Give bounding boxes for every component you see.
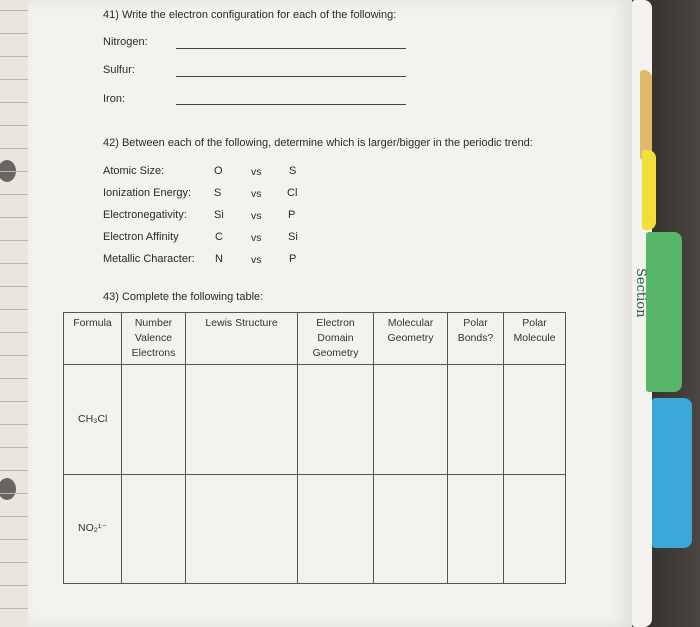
binder-ruling-line <box>0 102 30 103</box>
answer-cell[interactable] <box>374 474 448 584</box>
q41-title: 41) Write the electron configuration for each of the following: <box>103 9 397 21</box>
header-valence-electrons: Number Valence Electrons <box>122 313 186 365</box>
molecule-table <box>63 312 566 584</box>
header-lewis-structure: Lewis Structure <box>186 313 298 365</box>
binder-ruling-line <box>0 401 30 402</box>
q41-item-nitrogen: Nitrogen: <box>103 36 148 48</box>
trend-label: Electronegativity: <box>103 209 187 221</box>
binder-ruling-line <box>0 171 30 172</box>
binder-ruling-line <box>0 263 30 264</box>
answer-cell[interactable] <box>504 474 566 584</box>
trend-option-a[interactable]: S <box>214 187 222 199</box>
binder-ruling-line <box>0 309 30 310</box>
binder-ruling-line <box>0 125 30 126</box>
q42-title: 42) Between each of the following, determine which is larger/bigger in the periodic trend: <box>103 137 533 149</box>
binder-ruling-line <box>0 516 30 517</box>
binder-ruling-line <box>0 470 30 471</box>
binder-ruling-line <box>0 240 30 241</box>
divider-blue-tab <box>652 398 692 548</box>
answer-line-iron[interactable] <box>176 104 406 105</box>
trend-vs: vs <box>251 166 262 178</box>
header-molecular-geometry: Molecular Geometry <box>374 313 448 365</box>
binder-ruling-line <box>0 10 30 11</box>
divider-green-tab <box>646 232 682 392</box>
binder-ruling-line <box>0 332 30 333</box>
trend-option-b[interactable]: S <box>289 165 297 177</box>
binder-ruling-line <box>0 585 30 586</box>
trend-vs: vs <box>251 188 262 200</box>
binder-ruling-line <box>0 148 30 149</box>
formula-cell: CH₃Cl <box>64 365 122 475</box>
trend-option-a[interactable]: N <box>215 253 223 265</box>
binder-ruling-line <box>0 493 30 494</box>
header-formula: Formula <box>64 313 122 365</box>
binder-ruling-line <box>0 286 30 287</box>
answer-cell[interactable] <box>122 474 186 584</box>
trend-option-a[interactable]: C <box>215 231 223 243</box>
trend-option-a[interactable]: O <box>214 165 223 177</box>
trend-option-b[interactable]: Si <box>288 231 298 243</box>
divider-orange-tab <box>640 70 652 160</box>
table-row <box>64 365 566 475</box>
binder-edge <box>0 0 31 627</box>
trend-label: Ionization Energy: <box>103 187 192 199</box>
trend-option-b[interactable]: P <box>288 209 296 221</box>
trend-label: Electron Affinity <box>103 231 179 243</box>
answer-cell[interactable] <box>374 365 448 475</box>
header-electron-domain-geometry: Electron Domain Geometry <box>298 313 374 365</box>
binder-ruling-line <box>0 378 30 379</box>
answer-cell[interactable] <box>186 365 298 475</box>
trend-label: Atomic Size: <box>103 165 165 177</box>
binder-ruling-line <box>0 608 30 609</box>
answer-line-sulfur[interactable] <box>176 76 406 77</box>
header-polar-molecule: Polar Molecule <box>504 313 566 365</box>
binder-ruling-line <box>0 539 30 540</box>
header-polar-bonds: Polar Bonds? <box>448 313 504 365</box>
binder-ruling-line <box>0 447 30 448</box>
trend-option-a[interactable]: Si <box>214 209 224 221</box>
answer-cell[interactable] <box>504 365 566 475</box>
formula-cell: NO₂¹⁻ <box>64 474 122 584</box>
binder-ruling-line <box>0 562 30 563</box>
trend-vs: vs <box>251 232 262 244</box>
binder-ruling-line <box>0 424 30 425</box>
q41-item-sulfur: Sulfur: <box>103 64 135 76</box>
answer-cell[interactable] <box>122 365 186 475</box>
answer-cell[interactable] <box>298 474 374 584</box>
trend-vs: vs <box>251 254 262 266</box>
answer-cell[interactable] <box>448 365 504 475</box>
table-header-row <box>64 313 566 365</box>
binder-ruling-line <box>0 33 30 34</box>
divider-yellow-tab <box>642 150 656 230</box>
answer-cell[interactable] <box>186 474 298 584</box>
answer-line-nitrogen[interactable] <box>176 48 406 49</box>
binder-ruling-line <box>0 194 30 195</box>
trend-option-b[interactable]: Cl <box>287 187 298 199</box>
divider-tab-label: Section <box>633 268 648 318</box>
binder-ruling-line <box>0 79 30 80</box>
q43-title: 43) Complete the following table: <box>103 291 264 303</box>
binder-ruling-line <box>0 355 30 356</box>
answer-cell[interactable] <box>448 474 504 584</box>
binder-ruling-line <box>0 217 30 218</box>
binder-hole <box>0 478 16 500</box>
q41-item-iron: Iron: <box>103 93 126 105</box>
trend-vs: vs <box>251 210 262 222</box>
table-row <box>64 474 566 584</box>
binder-ruling-line <box>0 56 30 57</box>
trend-label: Metallic Character: <box>103 253 195 265</box>
trend-option-b[interactable]: P <box>289 253 297 265</box>
answer-cell[interactable] <box>298 365 374 475</box>
